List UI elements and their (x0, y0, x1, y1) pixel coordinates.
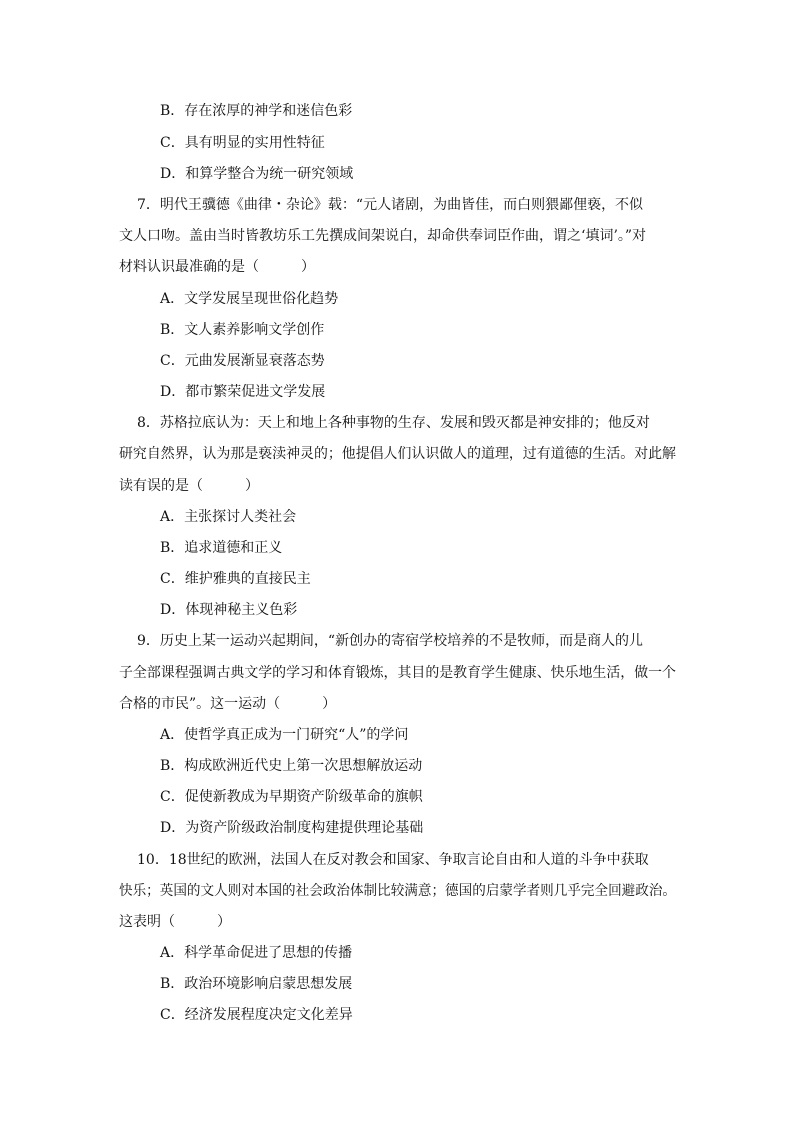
q6-option-c: C．具有明显的实用性特征 (160, 135, 325, 151)
q7-option-b: B．文人素养影响文学创作 (160, 322, 325, 338)
q7-option-a: A．文学发展呈现世俗化趋势 (160, 291, 339, 307)
q7-option-d: D．都市繁荣促进文学发展 (160, 384, 326, 400)
q9-option-b: B．构成欧洲近代史上第一次思想解放运动 (160, 758, 423, 774)
q8-option-d: D．体现神秘主义色彩 (160, 602, 298, 618)
q8-stem-line-2: 研究自然界，认为那是亵渎神灵的；他提倡人们认识做人的道理，过有道德的生活。对此解 (119, 446, 676, 462)
q7-stem-line-1: 7．明代王骥德《曲律・杂论》载：“元人诸剧，为曲皆佳，而白则猥鄙俚亵，不似 (137, 197, 644, 213)
q7-stem-line-2: 文人口吻。盖由当时皆教坊乐工先撰成间架说白，却命供奉词臣作曲，谓之‘填词’。”对 (119, 228, 647, 244)
q8-option-c: C．维护雅典的直接民主 (160, 571, 311, 587)
q7-option-c: C．元曲发展渐显衰落态势 (160, 353, 325, 369)
q6-option-b: B．存在浓厚的神学和迷信色彩 (160, 103, 353, 119)
q10-option-c: C．经济发展程度决定文化差异 (160, 1007, 353, 1023)
q10-stem-line-2: 快乐；英国的文人则对本国的社会政治体制比较满意；德国的启蒙学者则几乎完全回避政治。 (119, 883, 677, 899)
q10-option-b: B．政治环境影响启蒙思想发展 (160, 976, 353, 992)
q8-stem-line-3: 读有误的是（ ） (119, 478, 259, 494)
q9-stem-line-3: 合格的市民”。这一运动（ ） (119, 696, 337, 712)
q10-stem-line-3: 这表明（ ） (119, 914, 231, 930)
q9-option-c: C．促使新教成为早期资产阶级革命的旗帜 (160, 789, 423, 805)
q9-stem-line-1: 9．历史上某一运动兴起期间，“新创办的寄宿学校培养的不是牧师，而是商人的儿 (137, 633, 644, 649)
q10-option-a: A．科学革命促进了思想的传播 (160, 945, 353, 961)
q7-stem-line-3: 材料认识最准确的是（ ） (119, 259, 315, 275)
q9-option-d: D．为资产阶级政治制度构建提供理论基础 (160, 820, 424, 836)
q9-option-a: A．使哲学真正成为一门研究“人”的学问 (160, 727, 409, 743)
q6-option-d: D．和算学整合为统一研究领域 (160, 166, 354, 182)
q8-stem-line-1: 8．苏格拉底认为：天上和地上各种事物的生存、发展和毁灭都是神安排的；他反对 (137, 415, 650, 431)
q8-option-a: A．主张探讨人类社会 (160, 509, 297, 525)
q8-option-b: B．追求道德和正义 (160, 540, 283, 556)
q9-stem-line-2: 子全部课程强调古典文学的学习和体育锻炼，其目的是教育学生健康、快乐地生活，做一个 (119, 665, 676, 681)
q10-stem-line-1: 10．18世纪的欧洲，法国人在反对教会和国家、争取言论自由和人道的斗争中获取 (137, 852, 649, 868)
